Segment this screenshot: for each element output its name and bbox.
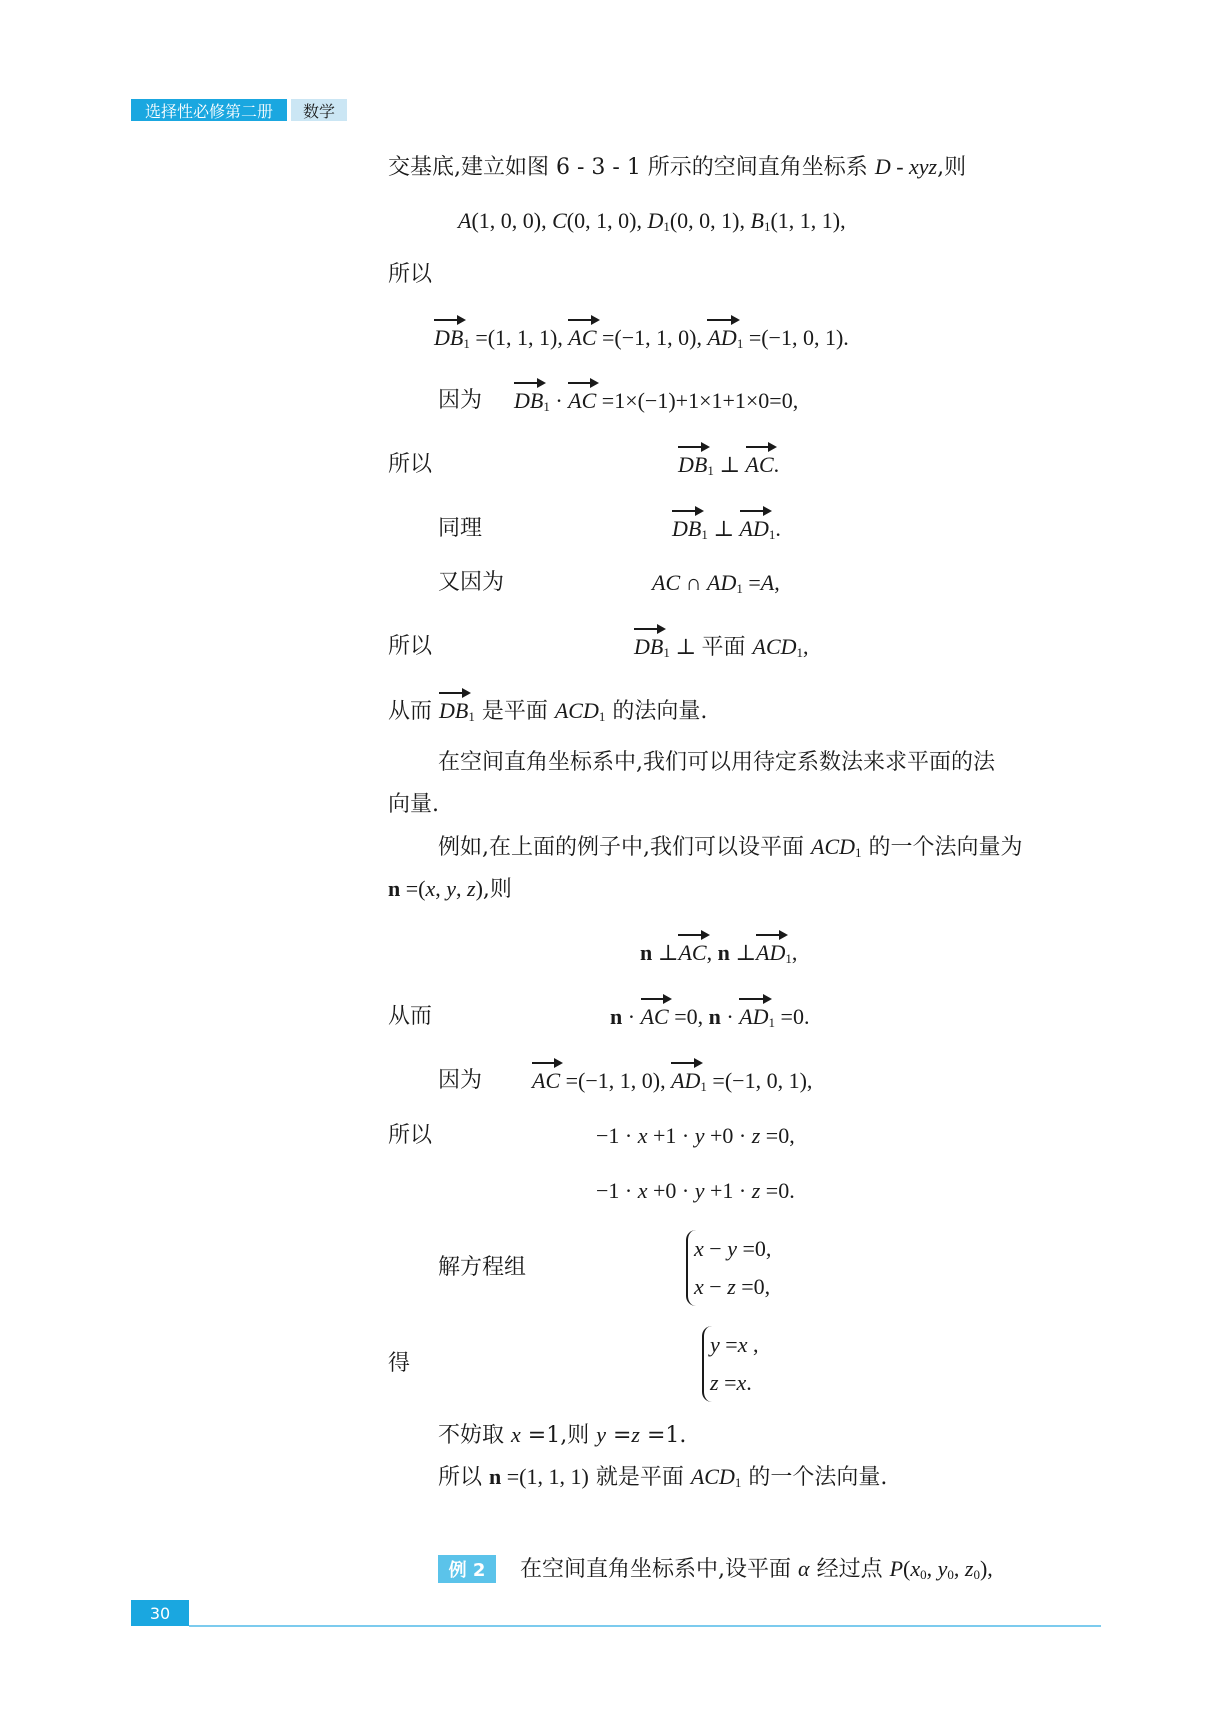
intro-line	[388, 152, 966, 183]
conclusion-text-b: 就是平面	[595, 1465, 684, 1490]
then-word: ,则	[482, 877, 512, 902]
intro-text-end: ,则	[937, 155, 967, 180]
because-label-2: 因为	[438, 1068, 483, 1093]
thus-label: 从而	[388, 1004, 433, 1029]
normal-vector-conclusion: 从而 $DB_1$ 是平面 $ACD_1$ 的法向量.	[388, 698, 708, 724]
conclusion-line: 所以 n =(1, 1, 1) 就是平面 $ACD_1$ 的一个法向量.	[438, 1464, 888, 1490]
so-label-3: 所以	[388, 634, 433, 659]
also-because-label: 又因为	[438, 570, 505, 595]
intro-text: 交基底,建立如图 6 - 3 - 1 所示的空间直角坐标系	[388, 155, 875, 180]
point-coordinates: A(1, 0, 0), C(0, 1, 0), $D_1(0$, 0, 1), $B_1(1$, 1, 1),	[458, 208, 846, 234]
plane-word: 平面	[701, 635, 746, 660]
perp-statement-1: $DB_1$ ⊥ AC.	[678, 452, 780, 478]
because-label-1: 因为	[438, 388, 483, 413]
take-text-c: =1.	[646, 1423, 687, 1448]
solve-label: 解方程组	[438, 1255, 527, 1280]
equation-system-2: y =x , z =x.	[702, 1326, 758, 1402]
equation-system-1: x − y =0, x − z =0,	[686, 1230, 771, 1306]
paragraph-1-line-1: 在空间直角坐标系中,我们可以用待定系数法来求平面的法	[438, 750, 995, 775]
paragraph-2-line-1: 例如,在上面的例子中,我们可以设平面 $ACD_1$ 的一个法向量为	[438, 834, 1023, 860]
perp-plane-statement: $DB_1$ ⊥ 平面 $ACD_1$,	[634, 634, 809, 660]
conclusion-text-a: 所以	[438, 1465, 489, 1490]
coordinate-system-name: D - xyz	[874, 154, 938, 179]
take-value-line: 不妨取 x =1,则 y =z =1.	[438, 1422, 687, 1448]
equation-2: −1 · x +0 · y +1 · z =0.	[596, 1178, 795, 1203]
normal-vector-word: 的法向量.	[612, 699, 708, 724]
example-2-text-a: 在空间直角坐标系中,设平面	[520, 1557, 791, 1582]
dot-conditions: n · AC =0, $n \cdot AD_1 =0$.	[610, 1004, 810, 1030]
take-text-b: =1,则	[527, 1423, 597, 1448]
vector-components: $DB_1 =(1$, 1, 1), AC =(−1, 1, 0), $AD_1 =(-1$, 0, 1).	[434, 325, 849, 351]
header-subject: 数学	[291, 99, 347, 121]
dot-product-equation: $DB_1$ · AC =1×(−1)+1×1+1×0=0,	[514, 388, 799, 414]
paragraph-1-line-2: 向量.	[388, 792, 439, 817]
so-label-2: 所以	[388, 452, 433, 477]
so-label-4: 所以	[388, 1123, 433, 1148]
page-number: 30	[131, 1600, 189, 1626]
conclusion-text-c: 的一个法向量.	[748, 1465, 888, 1490]
example-2-text-b: 经过点	[816, 1557, 883, 1582]
perp-statement-2: $DB_1$ ⊥ $AD_1$.	[672, 516, 781, 542]
likewise-label: 同理	[438, 516, 483, 541]
example-2-badge: 例 2	[438, 1555, 496, 1583]
perp-conditions: n ⊥AC, n $\perp AD_1$,	[640, 940, 798, 966]
vector-values: AC =(−1, 1, 0), $AD_1 =(-1$, 0, 1),	[532, 1068, 813, 1094]
so-label: 所以	[388, 262, 433, 287]
para2-text-a: 例如,在上面的例子中,我们可以设平面	[438, 835, 804, 860]
take-text-a: 不妨取	[438, 1423, 511, 1448]
header-book-title: 选择性必修第二册	[131, 99, 287, 121]
get-label: 得	[388, 1351, 411, 1376]
paragraph-2-line-2: n =(x, y, z),则	[388, 876, 512, 902]
equation-1: −1 · x +1 · y +0 · z =0,	[596, 1123, 795, 1148]
thus-word: 从而	[388, 699, 433, 724]
is-plane-word: 是平面	[481, 699, 548, 724]
running-header	[131, 99, 347, 121]
intersection-statement: AC ∩ $AD_1 =A$,	[652, 570, 780, 596]
footer-rule	[189, 1625, 1101, 1627]
example-2-text: 在空间直角坐标系中,设平面 α 经过点 $P(x_0$, $y_0$, $z_0$),	[520, 1556, 993, 1582]
para2-text-b: 的一个法向量为	[868, 835, 1023, 860]
